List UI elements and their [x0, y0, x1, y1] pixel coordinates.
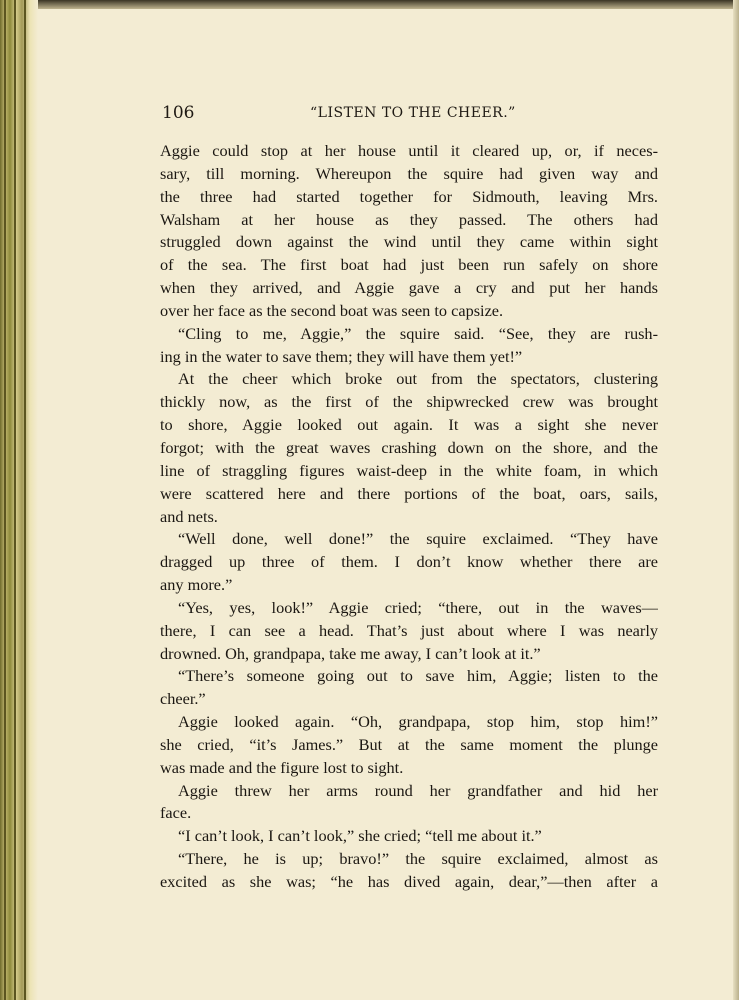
text-line: and nets.: [160, 506, 218, 526]
text-line: excited as she was; “he has dived again, dear,”—then after a: [160, 872, 658, 891]
text-line: were scattered here and there portions of the boat, oars, sails,: [160, 483, 658, 503]
text-line: At the cheer which broke out from the spectators, clustering: [178, 369, 658, 389]
text-line: was made and the figure lost to sight.: [160, 757, 404, 777]
running-head: “LISTEN TO THE CHEER.”: [310, 105, 516, 121]
text-line: over her face as the second boat was seen to capsize.: [160, 300, 504, 320]
page-number: 106: [162, 103, 195, 123]
text-line: cheer.”: [160, 689, 206, 709]
text-line: of the sea. The first boat had just been run safely on shore: [160, 255, 658, 275]
text-line: forgot; with the great waves crashing down on the shore, and the: [160, 437, 658, 457]
text-line: drowned. Oh, grandpapa, take me away, I can’t look at it.”: [160, 643, 541, 663]
text-line: thickly now, as the first of the shipwrecked crew was brought: [160, 392, 658, 412]
text-line: “There, he is up; bravo!” the squire exclaimed, almost as: [178, 849, 658, 869]
text-line: “Well done, well done!” the squire exclaimed. “They have: [178, 529, 658, 549]
text-line: dragged up three of them. I don’t know whether there are: [160, 552, 658, 572]
text-line: the three had started together for Sidmouth, leaving Mrs.: [160, 186, 658, 206]
text-line: “Yes, yes, look!” Aggie cried; “there, out in the waves—: [178, 597, 658, 617]
body-text: [160, 140, 658, 894]
text-line: sary, till morning. Whereupon the squire had given way and: [160, 163, 658, 183]
text-line: when they arrived, and Aggie gave a cry and put her hands: [160, 278, 658, 298]
spine-line: [14, 0, 16, 1000]
text-line: “There’s someone going out to save him, Aggie; listen to the: [178, 666, 658, 686]
text-line: there, I can see a head. That’s just about where I was nearly: [160, 620, 658, 640]
book-spine: [0, 0, 38, 1000]
text-line: struggled down against the wind until they came within sight: [160, 232, 658, 252]
spine-line: [4, 0, 6, 1000]
page-top-edge: [0, 0, 739, 9]
text-line: ing in the water to save them; they will have them yet!”: [160, 346, 523, 366]
page-header: [162, 103, 658, 127]
text-line: she cried, “it’s James.” But at the same moment the plunge: [160, 734, 658, 754]
spine-line: [24, 0, 26, 1000]
text-line: “I can’t look, I can’t look,” she cried; “tell me about it.”: [178, 826, 542, 846]
text-line: Aggie could stop at her house until it cleared up, or, if neces-: [160, 141, 658, 160]
text-line: “Cling to me, Aggie,” the squire said. “See, they are rush-: [178, 323, 658, 343]
text-line: line of straggling figures waist-deep in the white foam, in which: [160, 460, 658, 480]
text-line: face.: [160, 803, 192, 823]
text-line: Aggie looked again. “Oh, grandpapa, stop him, stop him!”: [178, 712, 658, 732]
text-line: any more.”: [160, 575, 233, 595]
text-line: Aggie threw her arms round her grandfather and hid her: [178, 780, 658, 800]
text-line: to shore, Aggie looked out again. It was a sight she never: [160, 415, 658, 435]
page-right-edge: [733, 0, 739, 1000]
text-line: Walsham at her house as they passed. The others had: [160, 209, 658, 229]
